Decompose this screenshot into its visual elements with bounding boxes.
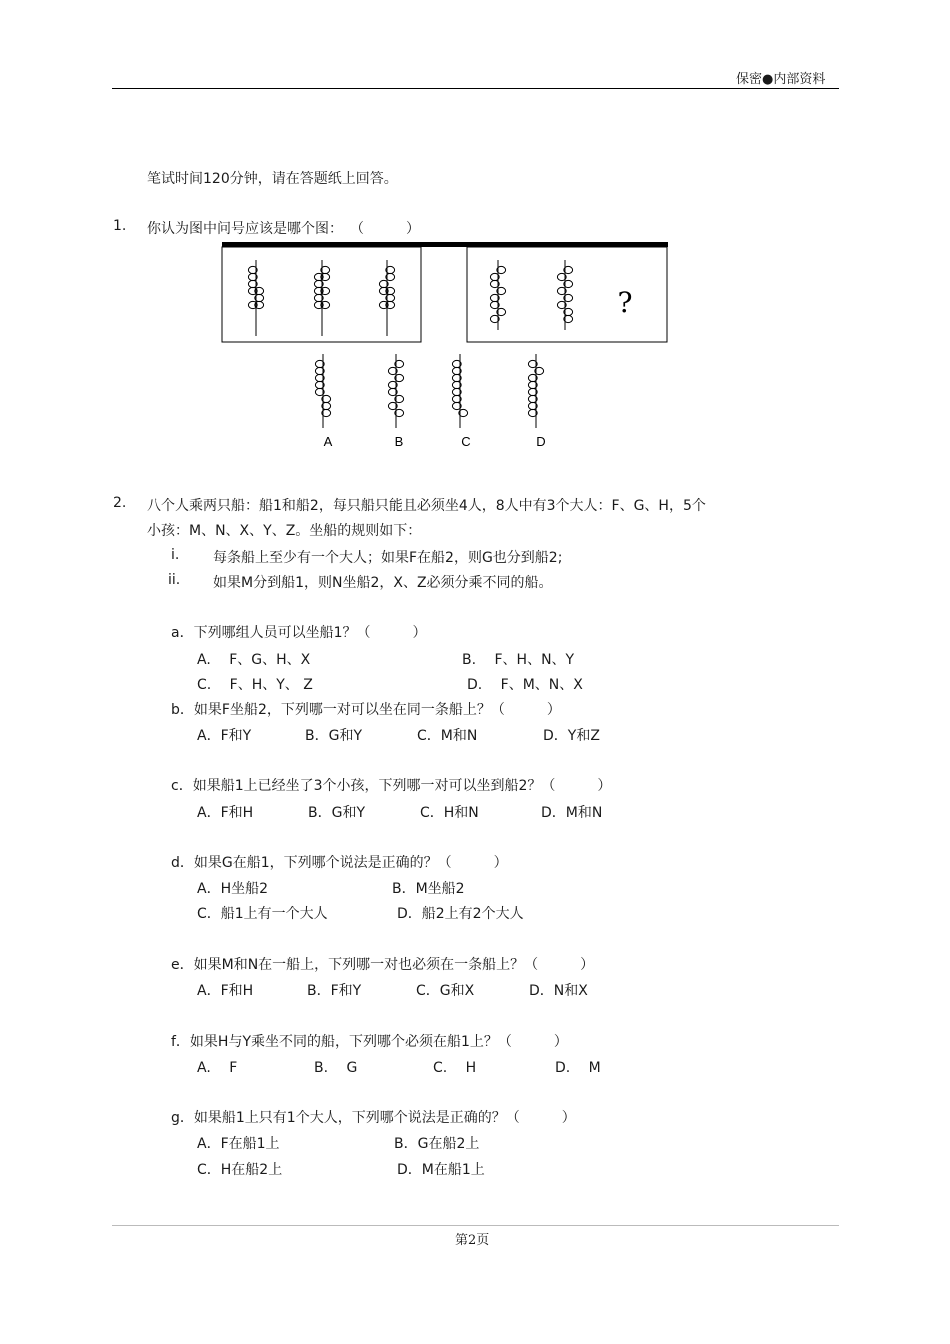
sub-d-option-b[interactable]: B．M坐船2 bbox=[392, 881, 465, 897]
box2-coil-1 bbox=[490, 260, 505, 330]
sub-a-option-d[interactable]: D. F、M、N、X bbox=[467, 677, 583, 693]
option-b-coil bbox=[388, 354, 403, 428]
sub-a-option-b[interactable]: B. F、H、N、Y bbox=[462, 652, 575, 668]
q1-question-mark: ? bbox=[617, 286, 633, 319]
q1-number: 1. bbox=[113, 218, 127, 234]
q1-prompt: 你认为图中问号应该是哪个图： bbox=[147, 221, 343, 237]
box2-coil-2 bbox=[557, 260, 572, 330]
sub-g-option-d[interactable]: D．M在船1上 bbox=[397, 1162, 485, 1178]
sub-f-option-a[interactable]: A. F bbox=[197, 1060, 238, 1076]
option-d-coil bbox=[528, 354, 543, 428]
sub-b-option-d[interactable]: D．Y和Z bbox=[543, 728, 600, 744]
sub-b-option-a[interactable]: A．F和Y bbox=[197, 728, 252, 744]
sub-f-question: f．如果H与Y乘坐不同的船，下列哪个必须在船1上？（ ） bbox=[171, 1034, 568, 1050]
sub-g-question: g．如果船1上只有1个大人，下列哪个说法是正确的？（ ） bbox=[171, 1110, 576, 1126]
q1-option-b-label[interactable]: B bbox=[394, 434, 404, 449]
coil-figures bbox=[248, 260, 572, 428]
q1-figure bbox=[210, 238, 680, 458]
figure-top-bar bbox=[222, 242, 668, 247]
sub-c-question: c．如果船1上已经坐了3个小孩，下列哪一对可以坐到船2？（ ） bbox=[171, 778, 612, 794]
sub-g-option-a[interactable]: A．F在船1上 bbox=[197, 1136, 280, 1152]
sub-d-option-a[interactable]: A．H坐船2 bbox=[197, 881, 269, 897]
sub-a-question: a．下列哪组人员可以坐船1？（ ） bbox=[171, 625, 427, 641]
q1-text bbox=[147, 218, 420, 238]
sub-f-option-c[interactable]: C. H bbox=[433, 1060, 477, 1076]
q1-option-c-label[interactable]: C bbox=[461, 434, 471, 449]
sub-e-option-c[interactable]: C．G和X bbox=[416, 983, 475, 999]
page-number: 第2页 bbox=[455, 1233, 490, 1248]
sub-d-option-d[interactable]: D．船2上有2个大人 bbox=[397, 906, 524, 922]
rule-2-text: 如果M分到船1，则N坐船2，X、Z必须分乘不同的船。 bbox=[213, 575, 553, 591]
confidential-label: 保密●内部资料 bbox=[736, 72, 826, 87]
sub-c-option-a[interactable]: A．F和H bbox=[197, 805, 254, 821]
header-rule bbox=[112, 88, 839, 89]
rule-2-number: ii. bbox=[168, 572, 181, 588]
q1-answer-paren[interactable]: （ ） bbox=[357, 221, 420, 237]
option-a-coil bbox=[315, 354, 330, 428]
sub-b-option-c[interactable]: C．M和N bbox=[417, 728, 478, 744]
sub-c-option-b[interactable]: B．G和Y bbox=[308, 805, 366, 821]
sub-b-question: b．如果F坐船2，下列哪一对可以坐在同一条船上？（ ） bbox=[171, 702, 561, 718]
q1-option-a-label[interactable]: A bbox=[323, 434, 333, 449]
box1-coil-1 bbox=[248, 260, 263, 336]
sub-e-question: e．如果M和N在一船上，下列哪一对也必须在一条船上？（ ） bbox=[171, 957, 595, 973]
sub-a-option-a[interactable]: A. F、G、H、X bbox=[197, 652, 311, 668]
box1-coil-3 bbox=[379, 260, 394, 336]
exam-intro: 笔试时间120分钟，请在答题纸上回答。 bbox=[147, 171, 398, 187]
sub-g-option-c[interactable]: C．H在船2上 bbox=[197, 1162, 283, 1178]
box1-coil-2 bbox=[314, 260, 329, 336]
q2-number: 2. bbox=[113, 495, 127, 511]
sub-d-question: d．如果G在船1，下列哪个说法是正确的？（ ） bbox=[171, 855, 508, 871]
sub-f-option-b[interactable]: B. G bbox=[314, 1060, 358, 1076]
q2-line2: 小孩：M、N、X、Y、Z。坐船的规则如下： bbox=[147, 523, 422, 539]
sub-c-option-c[interactable]: C．H和N bbox=[420, 805, 479, 821]
sub-e-option-d[interactable]: D．N和X bbox=[529, 983, 588, 999]
rule-1-text: 每条船上至少有一个大人；如果F在船2，则G也分到船2; bbox=[213, 550, 563, 566]
sub-g-option-b[interactable]: B．G在船2上 bbox=[394, 1136, 480, 1152]
sub-f-option-d[interactable]: D. M bbox=[555, 1060, 601, 1076]
q2-line1: 八个人乘两只船：船1和船2，每只船只能且必须坐4人，8人中有3个大人：F、G、H，5个 bbox=[147, 498, 706, 514]
sub-a-option-c[interactable]: C. F、H、Y、 Z bbox=[197, 677, 313, 693]
rule-1-number: i. bbox=[171, 547, 180, 563]
sub-d-option-c[interactable]: C．船1上有一个大人 bbox=[197, 906, 328, 922]
q1-option-d-label[interactable]: D bbox=[536, 434, 546, 449]
sub-e-option-a[interactable]: A．F和H bbox=[197, 983, 254, 999]
sub-b-option-b[interactable]: B．G和Y bbox=[305, 728, 363, 744]
option-c-coil bbox=[452, 354, 467, 428]
sub-c-option-d[interactable]: D．M和N bbox=[541, 805, 603, 821]
footer-rule bbox=[112, 1225, 839, 1226]
sub-e-option-b[interactable]: B．F和Y bbox=[307, 983, 362, 999]
